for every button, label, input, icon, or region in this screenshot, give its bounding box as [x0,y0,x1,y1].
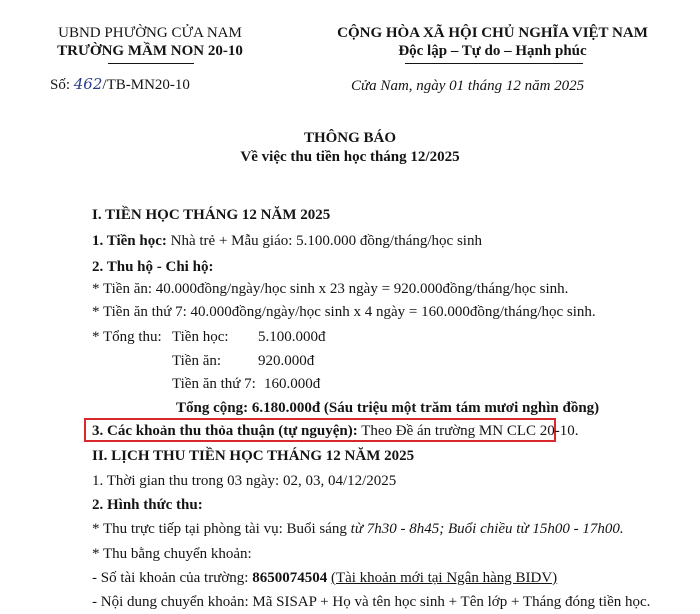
notice-subtitle: Về việc thu tiền học tháng 12/2025 [240,149,460,165]
document-number: Số: 462/TB-MN20-10 [50,75,190,93]
collect-heading: 2. Thu hộ - Chi hộ: [92,259,214,275]
grand-total: Tổng cộng: 6.180.000đ (Sáu triệu một trăm tám mươi nghìn đồng) [176,400,600,416]
transfer-heading: * Thu bằng chuyển khoản: [92,546,252,562]
place-date: Cửa Nam, ngày 01 tháng 12 năm 2025 [351,78,585,94]
time-line: 1. Thời gian thu trong 03 ngày: 02, 03, 04/12/2025 [92,473,397,489]
total-item-value: 5.100.000đ [258,329,326,345]
meal-line: * Tiền ăn: 40.000đồng/ngày/học sinh x 23 ngày = 920.000đồng/tháng/học sinh. [92,281,569,297]
school-name: TRƯỜNG MẦM NON 20-10 [57,43,243,59]
notice-title: THÔNG BÁO [303,130,397,146]
total-item-value: 160.000đ [264,376,321,392]
section2-heading: II. LỊCH THU TIỀN HỌC THÁNG 12 NĂM 2025 [92,448,415,464]
tuition-line: 1. Tiền học: Nhà trẻ + Mẫu giáo: 5.100.000 đồng/tháng/học sinh [92,233,482,249]
account-line: - Số tài khoản của trường: 8650074504 (Tài khoản mới tại Ngân hàng BIDV) [92,570,558,586]
transfer-content-line: - Nội dung chuyển khoản: Mã SISAP + Họ và tên học sinh + Tên lớp + Tháng đóng tiền học. [92,594,651,610]
agreement-line: 3. Các khoản thu thỏa thuận (tự nguyện): Theo Đề án trường MN CLC 20-10. [92,423,579,439]
school-underline [108,63,194,64]
handwritten-number: 462 [73,75,103,93]
country-motto: Độc lập – Tự do – Hạnh phúc [398,43,587,59]
saturday-meal-line: * Tiền ăn thứ 7: 40.000đồng/ngày/học sinh x 4 ngày = 160.000đồng/tháng/học sinh. [92,304,596,320]
country-title: CỘNG HÒA XÃ HỘI CHỦ NGHĨA VIỆT NAM [337,25,648,41]
total-item-label: Tiền ăn: [172,353,222,369]
method-heading: 2. Hình thức thu: [92,497,203,513]
total-item-label: Tiền học: [172,329,229,345]
total-item-value: 920.000đ [258,353,315,369]
section1-heading: I. TIỀN HỌC THÁNG 12 NĂM 2025 [92,207,331,223]
org-name: UBND PHƯỜNG CỬA NAM [58,25,242,41]
direct-payment-line: * Thu trực tiếp tại phòng tài vụ: Buổi sáng từ 7h30 - 8h45; Buổi chiều từ 15h00 - 17h00. [92,521,624,537]
motto-underline [405,63,583,64]
total-item-label: Tiền ăn thứ 7: [172,376,256,392]
total-label: * Tổng thu: [92,329,162,345]
